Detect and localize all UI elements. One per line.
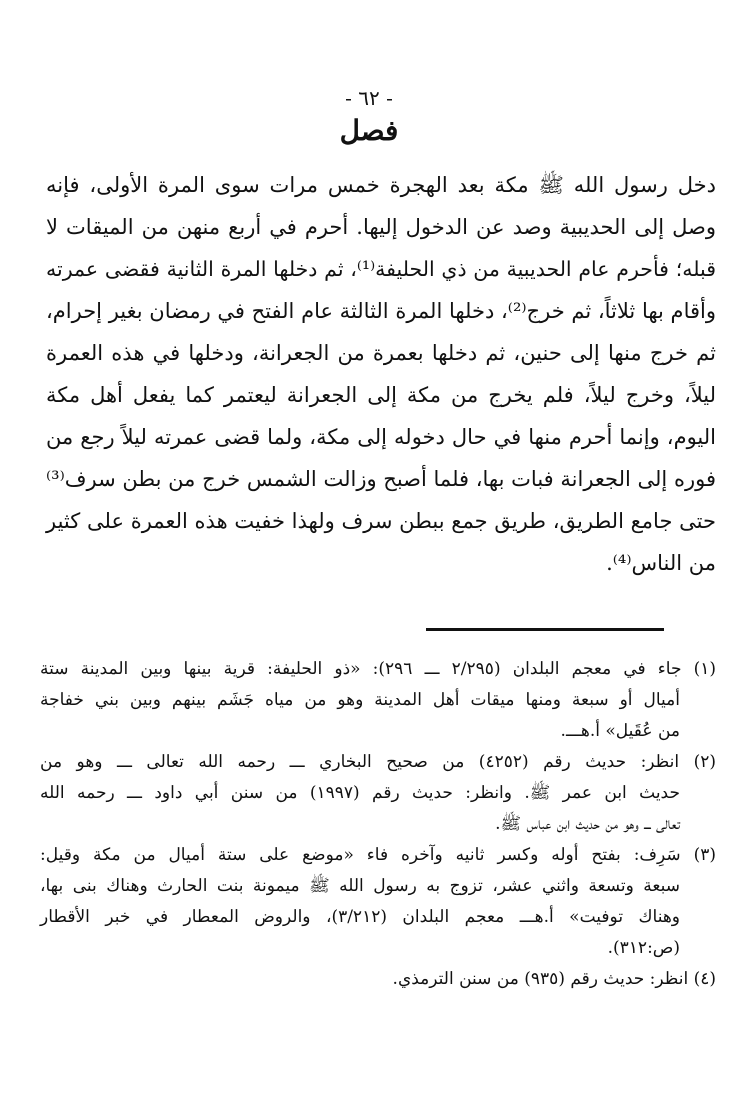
footnote-line: (١) جاء في معجم البلدان (٢/٢٩٥ ـــ ٢٩٦): «ذو الحليفة: قرية بينها وبين المدينة ستة	[40, 659, 717, 679]
footnote-line: أميال أو سبعة ومنها ميقات أهل المدينة وهو من مياه جَشَم بينهم وبين بني خفاجة	[40, 690, 680, 710]
footnote-line: حديث ابن عمر ﷺ. وانظر: حديث رقم (١٩٩٧) من سنن أبي داود ـــ رحمه الله	[40, 783, 680, 803]
body-line: اليوم، وإنما أحرم منها في حال دخوله إلى مكة، ولما قضى عمرته ليلاً رجع من	[46, 425, 716, 449]
footnote-line: من عُقَيل» أ.هـــ.	[560, 721, 680, 741]
footnote-3	[40, 840, 716, 964]
footnote-line: (٢) انظر: حديث رقم (٤٢٥٢) من صحيح البخاري ـــ رحمه الله تعالى ـــ وهو من	[40, 752, 716, 772]
footnote-2	[40, 747, 716, 840]
body-line: من الناس⁽⁴⁾.	[606, 551, 716, 575]
footnote-line: (٣) سَرِف: بفتح أوله وكسر ثانيه وآخره فاء «موضع على ستة أميال من مكة وقيل:	[40, 845, 716, 865]
body-line: وأقام بها ثلاثاً، ثم خرج⁽²⁾، دخلها المرة الثالثة عام الفتح في رمضان بغير إحرام،	[46, 299, 716, 323]
footnote-line: تعالى ـــ وهو من حديث ابن عباس ﷺ.	[495, 814, 680, 834]
footnote-line: وهناك توفيت» أ.هـــ معجم البلدان (٣/٢١٢)، والروض المعطار في خبر الأقطار	[40, 907, 680, 927]
footnote-separator	[426, 628, 664, 631]
body-line: قبله؛ فأحرم عام الحديبية من ذي الحليفة⁽¹⁾، ثم دخلها المرة الثانية فقضى عمرته	[46, 257, 716, 281]
footnote-line: سبعة وتسعة واثني عشر، تزوج به رسول الله ﷺ ميمونة بنت الحارث وهناك بنى بها،	[40, 876, 680, 896]
body-line: ثم خرج منها إلى حنين، ثم دخلها بعمرة من الجعرانة، ودخلها في هذه العمرة	[46, 341, 716, 365]
body-line: فوره إلى الجعرانة فبات بها، فلما أصبح وزالت الشمس خرج من بطن سرف⁽³⁾	[46, 467, 716, 491]
body-line: ليلاً، وخرج ليلاً، فلم يخرج من مكة إلى الجعرانة ليعتمر كما يفعل أهل مكة	[46, 383, 716, 407]
body-text	[46, 164, 716, 584]
body-line: حتى جامع الطريق، طريق جمع ببطن سرف ولهذا خفيت هذه العمرة على كثير	[46, 509, 716, 533]
footnotes	[40, 654, 716, 995]
body-line: وصل إلى الحديبية وصد عن الدخول إليها. أحرم في أربع منهن من الميقات لا	[46, 215, 716, 239]
footnote-4	[40, 964, 716, 995]
body-line: دخل رسول الله ﷺ مكة بعد الهجرة خمس مرات سوى المرة الأولى، فإنه	[46, 173, 716, 197]
section-title: فصل	[339, 114, 399, 147]
footnote-line: (٤) انظر: حديث رقم (٩٣٥) من سنن الترمذي.	[392, 969, 716, 989]
footnote-line: (ص:٣١٢).	[607, 938, 680, 958]
footnote-1	[40, 654, 716, 747]
page-number: - ٦٢ -	[345, 86, 393, 110]
